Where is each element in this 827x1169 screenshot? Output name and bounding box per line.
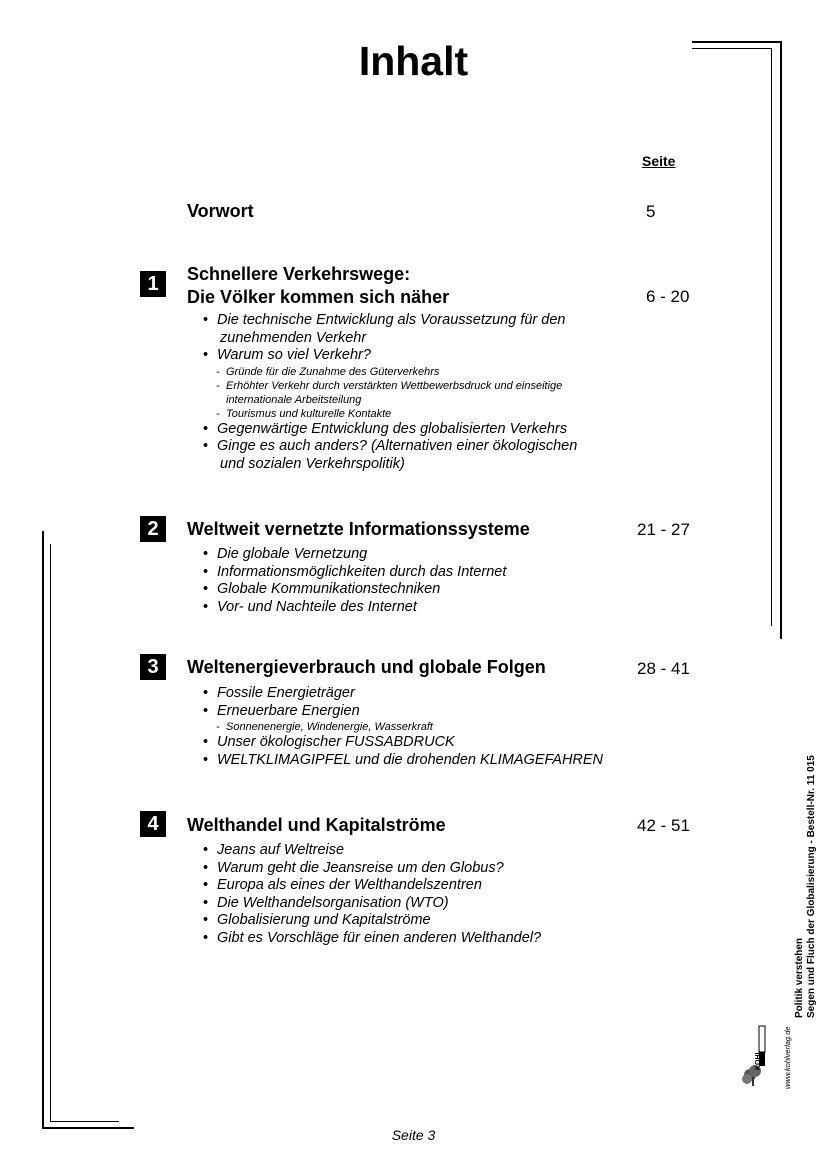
section-number-badge: 2 bbox=[140, 516, 166, 542]
frame-line-left-inner bbox=[50, 544, 51, 1121]
publisher-logo bbox=[742, 1022, 770, 1088]
section-item-list bbox=[203, 312, 577, 473]
publisher-logo-text: KOHL bbox=[755, 1050, 762, 1070]
page-title: Inhalt bbox=[358, 38, 469, 84]
list-item: • Ginge es auch anders? (Alternativen einer ökologischen bbox=[203, 438, 577, 456]
vorwort-label: Vorwort bbox=[187, 201, 254, 221]
page-footer: Seite 3 bbox=[391, 1127, 436, 1143]
list-item: • Warum so viel Verkehr? bbox=[203, 347, 577, 365]
section-title-line: Welthandel und Kapitalströme bbox=[187, 815, 446, 835]
list-item: • WELTKLIMAGIPFEL und die drohenden KLIMAGEFAHREN bbox=[203, 752, 603, 770]
list-item: • Die technische Entwicklung als Voraussetzung für den bbox=[203, 312, 577, 330]
publisher-url: www.kohlverlag.de bbox=[783, 1026, 792, 1089]
side-series-title: Politik verstehen bbox=[794, 937, 805, 1018]
section-title bbox=[187, 263, 449, 309]
list-item-continuation: und sozialen Verkehrspolitik) bbox=[220, 455, 405, 472]
list-item: • Fossile Energieträger bbox=[203, 685, 603, 703]
list-item: • Jeans auf Weltreise bbox=[203, 842, 541, 860]
list-item: • Gegenwärtige Entwicklung des globalisierten Verkehrs bbox=[203, 421, 577, 439]
sub-list-item-continuation: internationale Arbeitsteilung bbox=[226, 393, 362, 406]
sub-list-item: - Sonnenenergie, Windenergie, Wasserkraft bbox=[216, 720, 603, 734]
section-title-line: Schnellere Verkehrswege: bbox=[187, 264, 411, 284]
section-title bbox=[187, 518, 530, 541]
section-number-badge: 1 bbox=[140, 271, 166, 297]
sub-list-item: - Erhöhter Verkehr durch verstärkten Wettbewerbsdruck und einseitige bbox=[216, 379, 577, 393]
section-number-badge: 4 bbox=[140, 811, 166, 837]
section-title bbox=[187, 814, 446, 837]
side-publisher-text bbox=[794, 755, 818, 1018]
list-item: • Informationsmöglichkeiten durch das Internet bbox=[203, 564, 506, 582]
section-pages: 42 - 51 bbox=[637, 816, 690, 835]
section-number-badge: 3 bbox=[140, 654, 166, 680]
section-title-line: Weltenergieverbrauch und globale Folgen bbox=[187, 657, 546, 677]
sub-list-item: - Gründe für die Zunahme des Güterverkehrs bbox=[216, 365, 577, 379]
list-item: • Vor- und Nachteile des Internet bbox=[203, 599, 506, 617]
list-item: • Die Welthandelsorganisation (WTO) bbox=[203, 895, 541, 913]
list-item: • Globale Kommunikationstechniken bbox=[203, 581, 506, 599]
list-item: • Erneuerbare Energien bbox=[203, 703, 603, 721]
section-pages: 21 - 27 bbox=[637, 520, 690, 539]
list-item: • Europa als eines der Welthandelszentren bbox=[203, 877, 541, 895]
section-item-list bbox=[203, 546, 506, 616]
side-book-title: Segen und Fluch der Globalisierung - Bestell-Nr. 11 015 bbox=[806, 755, 817, 1018]
section-title-line: Weltweit vernetzte Informationssysteme bbox=[187, 519, 530, 539]
frame-line-right-outer bbox=[780, 41, 782, 639]
list-item: • Globalisierung und Kapitalströme bbox=[203, 912, 541, 930]
section-item-list bbox=[203, 685, 603, 769]
section-title bbox=[187, 656, 546, 679]
frame-line-bottom-left-inner bbox=[50, 1121, 119, 1122]
list-item: • Die globale Vernetzung bbox=[203, 546, 506, 564]
section-title-line: Die Völker kommen sich näher bbox=[187, 287, 450, 307]
section-pages: 28 - 41 bbox=[637, 659, 690, 678]
list-item-continuation: zunehmenden Verkehr bbox=[220, 329, 367, 346]
section-item-list bbox=[203, 842, 541, 947]
vorwort-page: 5 bbox=[646, 202, 656, 221]
sub-list-item: - Tourismus und kulturelle Kontakte bbox=[216, 407, 577, 421]
list-item: • Warum geht die Jeansreise um den Globus? bbox=[203, 860, 541, 878]
section-pages: 6 - 20 bbox=[646, 287, 690, 306]
page-column-header: Seite bbox=[642, 153, 676, 169]
frame-line-right-inner bbox=[771, 48, 772, 626]
frame-line-left-outer bbox=[42, 531, 44, 1129]
list-item: • Unser ökologischer FUSSABDRUCK bbox=[203, 734, 603, 752]
list-item: • Gibt es Vorschläge für einen anderen Welthandel? bbox=[203, 930, 541, 948]
